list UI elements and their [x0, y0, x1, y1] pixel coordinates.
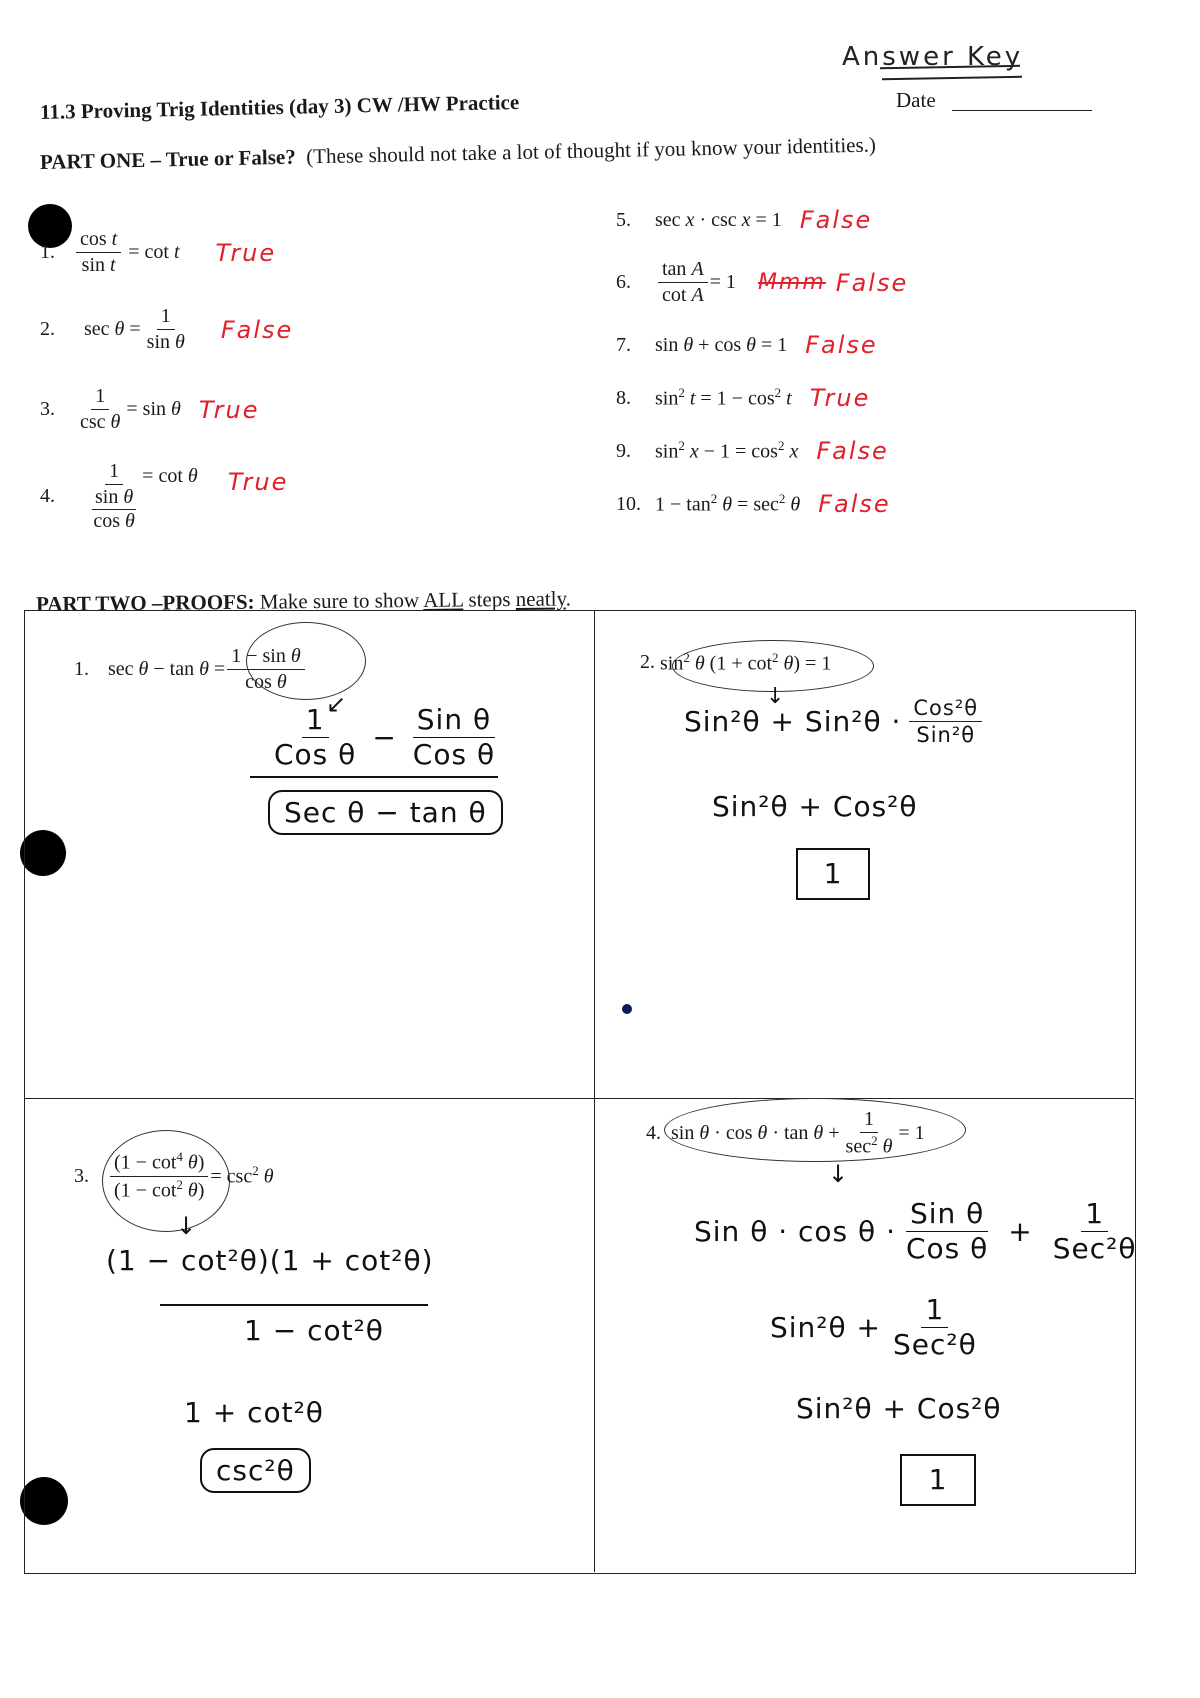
problem-number: 10. — [616, 492, 641, 515]
arrow-icon: ↙ — [326, 690, 348, 718]
fraction: $\frac{1}{\sec^2 \theta}$ — [845, 1108, 893, 1158]
proof-2-work-step-2: Sin²θ + Cos²θ — [712, 790, 918, 823]
problem-number: 6. — [616, 271, 631, 293]
proof-1-statement: 1. sec θ − tan θ = $\frac{\text{1 − sin θ}}{\text{cos θ}}$ — [74, 645, 307, 694]
part-one-question: – True or False? — [144, 144, 296, 172]
tf-problem-7: 7. sin θ + cos θ = 1 False — [616, 331, 878, 359]
proof-2-statement: 2. $\sin^2 \theta$ $(1 + \cot^2 \theta) = 1$ — [640, 650, 832, 675]
tf-answer: True — [227, 467, 289, 496]
page-title: 11.3 Proving Trig Identities (day 3) CW /HW Practice — [39, 89, 520, 124]
answer-key-underline — [882, 76, 1022, 80]
proof-1-work-step-1: $\frac{1}{\text{Cos θ}}$ − $\frac{\text{Sin θ}}{\text{Cos θ}}$ — [274, 703, 496, 772]
problem-number: 1. — [40, 241, 55, 263]
part-two-label: PART TWO –PROOFS: — [35, 589, 255, 616]
proof-1-result-box: Sec θ − tan θ — [268, 790, 503, 835]
part-one-heading — [40, 132, 876, 175]
problem-number: 4. — [40, 485, 55, 507]
problem-number: 2. — [640, 651, 655, 674]
problem-number: 4. — [646, 1121, 661, 1144]
part-one-label: PART ONE — [39, 147, 146, 174]
proof-3-work-denominator: 1 − cot²θ — [244, 1314, 384, 1347]
complex-fraction: 1 sin θ cos θ — [93, 460, 135, 532]
tf-problem-5: 5. sec x · csc x = 1 False — [616, 206, 873, 234]
problem-number: 3. — [74, 1164, 89, 1187]
crossed-out-scribble: Mmm — [757, 270, 826, 295]
fraction: $\frac{1}{\text{sin θ}}$ — [146, 305, 185, 353]
proof-2-result-box: 1 — [796, 848, 870, 900]
fraction: $\frac{\text{cos t}}{\text{sin t}}$ — [76, 228, 121, 277]
proof-4-work-step-2: Sin²θ + $\frac{1}{\text{Sec²θ}}$ — [770, 1293, 977, 1362]
fraction: $\frac{\text{tan A}}{\text{cot A}}$ — [658, 258, 708, 307]
proof-3-work-step-2: 1 + cot²θ — [184, 1396, 324, 1429]
answer-key-mark: Answer Key — [842, 42, 1024, 72]
work-divider — [160, 1304, 428, 1306]
tf-answer: False — [799, 206, 873, 234]
fraction: $\frac{\text{1 − sin θ}}{\text{cos θ}}$ — [227, 645, 304, 694]
tf-answer: False — [805, 331, 878, 359]
problem-number: 7. — [616, 333, 631, 356]
tf-problem-10: 10. $1 - \tan^2 \theta = \sec^2 \theta$ False — [616, 490, 891, 518]
ink-dot — [622, 1004, 632, 1014]
tf-problem-9: 9. $\sin^2 x - 1 = \cos^2 x$ False — [616, 437, 889, 465]
proof-3-result-box: csc²θ — [200, 1448, 311, 1493]
circled-expression — [246, 622, 366, 700]
arrow-icon: ↓ — [766, 684, 786, 709]
proof-4-work-step-3: Sin²θ + Cos²θ — [796, 1392, 1002, 1425]
tf-answer: False — [835, 268, 909, 297]
work-divider — [250, 776, 498, 778]
problem-number: 9. — [616, 439, 631, 462]
proof-3-statement: 3. $\frac{(1 - \cot^4 \theta)}{(1 - \cot^2 \theta)}$ = $\csc^2 \theta$ — [74, 1149, 274, 1202]
problem-number: 5. — [616, 208, 631, 231]
circled-expression — [102, 1130, 230, 1232]
tf-answer: True — [809, 384, 871, 412]
proofs-grid — [24, 610, 1136, 1574]
problem-number: 1. — [74, 658, 89, 680]
fraction: $\frac{(1 - \cot^4 \theta)}{(1 - \cot^2 \theta)}$ — [110, 1150, 208, 1202]
proof-4-work-step-1: Sin θ · cos θ · $\frac{\text{Sin θ}}{\text{Cos θ}}$ + $\frac{1}{\text{Sec²θ}}$ — [694, 1197, 1137, 1266]
problem-number: 3. — [40, 398, 55, 420]
proof-4-result-box: 1 — [900, 1454, 976, 1506]
tf-problem-2: 2. sec θ = $\frac{1}{\text{sin θ}}$ False — [40, 305, 294, 353]
part-one-note: (These should not take a lot of thought if you know your identities.) — [305, 132, 877, 169]
proof-3-work-numerator: (1 − cot²θ)(1 + cot²θ) — [106, 1244, 434, 1277]
tf-answer: False — [818, 490, 891, 518]
tf-problem-8: 8. $\sin^2 t = 1 - \cos^2 t$ True — [616, 384, 871, 412]
problem-number: 8. — [616, 386, 631, 409]
arrow-icon: ↓ — [176, 1212, 198, 1240]
tf-answer: True — [198, 395, 260, 424]
grid-divider-horizontal — [24, 1098, 1134, 1099]
date-label: Date — [896, 88, 936, 112]
tf-answer: False — [220, 315, 294, 344]
circled-expression — [664, 1098, 966, 1162]
problem-number: 2. — [40, 318, 55, 340]
part-two-heading: PART TWO –PROOFS: Make sure to show ALL steps neatly. — [35, 586, 572, 616]
tf-problem-1: 1. $\frac{\text{cos t}}{\text{sin t}}$ = cot t True — [40, 228, 277, 276]
proof-2-work-step-1: Sin²θ + Sin²θ · $\frac{\text{Cos²θ}}{\text{Sin²θ}}$ — [684, 696, 984, 747]
tf-problem-4: 4. 1 sin θ cos θ = cot θ True — [40, 460, 289, 532]
arrow-icon: ↓ — [828, 1160, 850, 1188]
tf-answer: False — [816, 437, 889, 465]
tf-problem-6: 6. $\frac{\text{tan A}}{\text{cot A}}$ = 1 Mmm False — [616, 258, 909, 306]
fraction: $\frac{1}{\text{csc θ}}$ — [80, 385, 121, 433]
tf-answer: True — [215, 238, 277, 267]
tf-problem-3: 3. $\frac{1}{\text{csc θ}}$ = sin θ True — [40, 385, 260, 433]
date-blank — [952, 110, 1092, 111]
grid-divider-vertical — [594, 610, 595, 1572]
proof-4-statement: 4. sin θ · cos θ · tan θ + $\frac{1}{\sec^2 \theta}$ = 1 — [646, 1108, 925, 1158]
